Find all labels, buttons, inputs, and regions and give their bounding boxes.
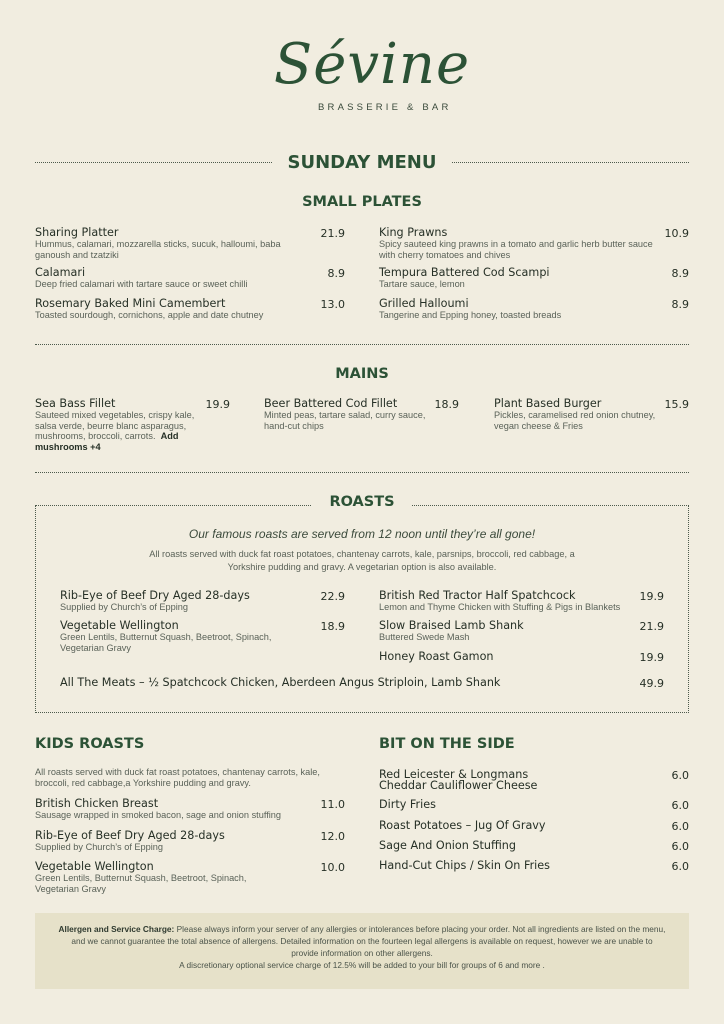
menu-item: [379, 769, 689, 791]
item-name: Honey Roast Gamon: [379, 650, 494, 663]
item-price: 19.9: [205, 398, 230, 411]
item-price: 6.0: [671, 840, 689, 853]
divider: [35, 472, 689, 473]
item-price: 6.0: [671, 820, 689, 833]
menu-item: [379, 620, 664, 643]
kids-roasts-note: All roasts served with duck fat roast potatoes, chantenay carrots, kale, broccoli, red cabbage,a Yorkshire pudding and gravy.: [35, 767, 320, 788]
menu-item: [379, 298, 689, 321]
menu-item: [379, 799, 689, 811]
item-price: 8.9: [671, 298, 689, 311]
menu-item: [264, 398, 459, 431]
menu-item: [60, 677, 664, 689]
item-name: Hand-Cut Chips / Skin On Fries: [379, 859, 550, 872]
menu-item: [35, 298, 345, 321]
item-name: All The Meats – ½ Spatchcock Chicken, Aberdeen Angus Striploin, Lamb Shank: [60, 676, 501, 689]
item-name: Sage And Onion Stuffing: [379, 839, 516, 852]
section-title-kids-roasts: KIDS ROASTS: [35, 736, 145, 752]
menu-item: [494, 398, 689, 431]
item-description: Green Lentils, Butternut Squash, Beetroot, Spinach, Vegetarian Gravy: [60, 632, 272, 653]
roasts-intro: Our famous roasts are served from 12 noon until they’re all gone!: [188, 527, 536, 541]
menu-item: [379, 860, 689, 872]
item-price: 12.0: [320, 830, 345, 843]
section-title-small-plates: SMALL PLATES: [302, 194, 422, 210]
item-name: Rosemary Baked Mini Camembert: [35, 297, 226, 310]
brand-logo: [262, 30, 482, 120]
item-description: Green Lentils, Butternut Squash, Beetroot, Spinach, Vegetarian Gravy: [35, 873, 247, 894]
menu-item: [379, 651, 664, 663]
item-name: British Chicken Breast: [35, 797, 159, 810]
item-description: Toasted sourdough, cornichons, apple and date chutney: [35, 310, 264, 320]
item-price: 11.0: [320, 798, 345, 811]
footer-service-charge: A discretionary optional service charge of 12.5% will be added to your bill for groups of 6 and more .: [179, 960, 545, 970]
item-description: Minted peas, tartare salad, curry sauce, hand-cut chips: [264, 410, 426, 431]
section-title-sides: BIT ON THE SIDE: [379, 736, 515, 752]
menu-item: [35, 861, 345, 894]
item-description: Hummus, calamari, mozzarella sticks, sucuk, halloumi, baba ganoush and tzatziki: [35, 239, 281, 260]
item-price: 10.9: [664, 227, 689, 240]
footer-label: Allergen and Service Charge:: [58, 924, 175, 934]
menu-item: [35, 830, 345, 853]
divider: [35, 162, 272, 163]
item-name: Tempura Battered Cod Scampi: [379, 266, 550, 279]
item-price: 19.9: [639, 651, 664, 664]
item-description: Spicy sauteed king prawns in a tomato and garlic herb butter sauce with cherry tomatoes and chives: [379, 239, 653, 260]
item-name: Grilled Halloumi: [379, 297, 469, 310]
item-description: Deep fried calamari with tartare sauce or sweet chilli: [35, 279, 248, 289]
footer-text: Please always inform your server of any allergies or intolerances before placing your order. Not all ingredients are listed on the menu, and we cannot guarantee the total absence of allergens. Detailed information on the fourteen legal allergens is available on request, however we are unable to provide information on other allergens.: [71, 924, 666, 958]
item-price: 6.0: [671, 860, 689, 873]
item-name: King Prawns: [379, 226, 448, 239]
item-description: Pickles, caramelised red onion chutney, vegan cheese & Fries: [494, 410, 656, 431]
item-description: Supplied by Church’s of Epping: [60, 602, 189, 612]
item-price: 13.0: [320, 298, 345, 311]
menu-item: [35, 267, 345, 290]
item-name: Roast Potatoes – Jug Of Gravy: [379, 819, 546, 832]
item-name: Rib-Eye of Beef Dry Aged 28-days: [35, 829, 225, 842]
allergen-footer: [35, 913, 689, 989]
item-price: 22.9: [320, 590, 345, 603]
item-price: 15.9: [664, 398, 689, 411]
item-addon: Add mushrooms +4: [35, 431, 179, 452]
section-title-roasts: ROASTS: [312, 494, 412, 510]
item-name: Rib-Eye of Beef Dry Aged 28-days: [60, 589, 250, 602]
menu-item: [379, 820, 689, 832]
item-price: 8.9: [671, 267, 689, 280]
item-description: Sausage wrapped in smoked bacon, sage and onion stuffing: [35, 810, 282, 820]
item-description: Sauteed mixed vegetables, crispy kale, salsa verde, beurre blanc asparagus, mushrooms, broccoli, carrots.: [35, 410, 195, 441]
menu-item: [35, 398, 230, 452]
item-description: Lemon and Thyme Chicken with Stuffing & Pigs in Blankets: [379, 602, 621, 612]
item-price: 10.0: [320, 861, 345, 874]
item-name: Vegetable Wellington: [35, 860, 154, 873]
item-description: Buttered Swede Mash: [379, 632, 470, 642]
item-description: Tartare sauce, lemon: [379, 279, 465, 289]
item-price: 6.0: [671, 799, 689, 812]
item-name: Sharing Platter: [35, 226, 119, 239]
item-name: Vegetable Wellington: [60, 619, 179, 632]
item-name: British Red Tractor Half Spatchcock: [379, 589, 576, 602]
menu-title: SUNDAY MENU: [287, 152, 437, 173]
item-price: 49.9: [639, 677, 664, 690]
item-name: Calamari: [35, 266, 86, 279]
menu-item: [379, 590, 664, 613]
menu-item: [379, 840, 689, 852]
item-name: Red Leicester & Longmans Cheddar Cauliflower Cheese: [379, 768, 538, 792]
item-price: 8.9: [327, 267, 345, 280]
item-price: 18.9: [320, 620, 345, 633]
brand-name: Sévine: [273, 32, 471, 97]
item-price: 19.9: [639, 590, 664, 603]
divider: [35, 344, 689, 345]
item-price: 18.9: [434, 398, 459, 411]
brand-tagline: BRASSERIE & BAR: [318, 102, 452, 113]
menu-item: [35, 227, 345, 260]
item-price: 21.9: [639, 620, 664, 633]
menu-item: [35, 798, 345, 821]
item-name: Slow Braised Lamb Shank: [379, 619, 524, 632]
menu-item: [379, 227, 689, 260]
divider: [452, 162, 689, 163]
item-name: Dirty Fries: [379, 798, 436, 811]
menu-item: [60, 590, 345, 613]
item-name: Plant Based Burger: [494, 397, 602, 410]
item-name: Beer Battered Cod Fillet: [264, 397, 398, 410]
item-description: Supplied by Church’s of Epping: [35, 842, 164, 852]
item-price: 21.9: [320, 227, 345, 240]
menu-item: [379, 267, 689, 290]
item-price: 6.0: [671, 769, 689, 782]
menu-item: [60, 620, 345, 653]
footer-allergen-text: [57, 923, 667, 959]
item-description: Tangerine and Epping honey, toasted breads: [379, 310, 562, 320]
item-name: Sea Bass Fillet: [35, 397, 116, 410]
roasts-note: All roasts served with duck fat roast potatoes, chantenay carrots, kale, parsnips, broccoli, red cabbage, a Yorkshire pudding and gravy. A vegetarian option is also available.: [149, 549, 575, 572]
section-title-mains: MAINS: [335, 366, 389, 382]
